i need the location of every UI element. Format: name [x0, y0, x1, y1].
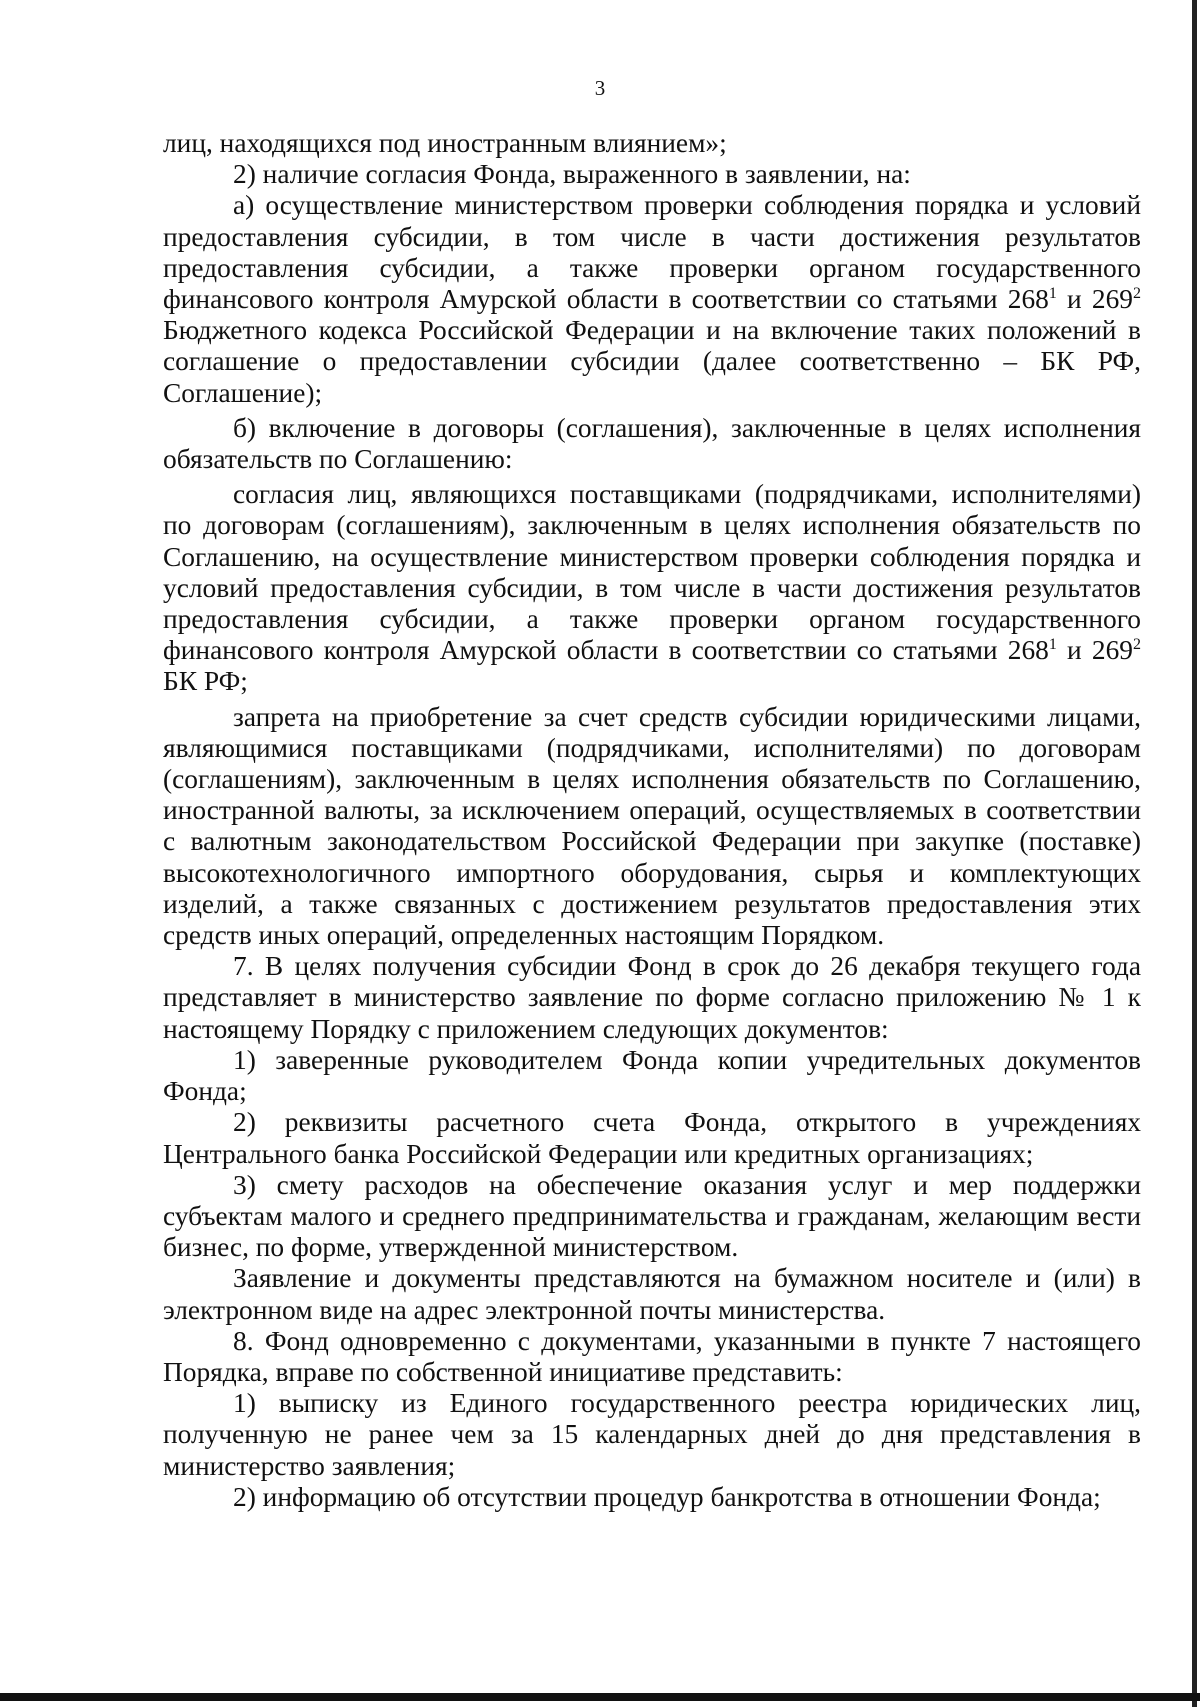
page-number: 3: [594, 76, 606, 100]
paragraph-section-7-item-3: 3) смету расходов на обеспечение оказания услуг и мер поддержки субъектам малого и среднего предпринимательства и гражданам, желающим вести бизнес, по форме, утвержденной министерством.: [163, 1169, 1141, 1263]
paragraph-item-2: 2) наличие согласия Фонда, выраженного в заявлении, на:: [233, 159, 911, 190]
paragraph-submission: Заявление и документы представляются на бумажном носителе и (или) в электронном виде на адрес электронной почты министерства.: [163, 1263, 1141, 1325]
superscript: 1: [1048, 636, 1057, 654]
paragraph-subitem-a-mid: и 269: [1056, 284, 1133, 315]
paragraph-subitem-b: б) включение в договоры (соглашения), заключенные в целях исполнения обязательств по Соглашению:: [163, 412, 1141, 475]
paragraph-section-8: 8. Фонд одновременно с документами, указанными в пункте 7 настоящего Порядка, вправе по собственной инициативе представить:: [163, 1325, 1141, 1387]
paragraph-consent-text: согласия лиц, являющихся поставщиками (подрядчиками, исполнителями) по договорам (соглашениям), заключенным в целях исполнения обязательств по Соглашению, на осуществление министерством проверки соблюдения порядка и условий предоставления субсидии, в том числе в части достижения результатов предоставления субсидии, а также проверки органом государственного финансового контроля Амурской области в соответствии со статьями 268: [163, 479, 1141, 666]
scan-edge-right: [1192, 0, 1197, 1707]
paragraph-subitem-a-text: а) осуществление министерством проверки соблюдения порядка и условий предоставления субсидии, в том числе в части достижения результатов предоставления субсидии, а также проверки органом государственного финансового контроля Амурской области в соответствии со статьями 268: [163, 190, 1141, 315]
paragraph-subitem-a-end: Бюджетного кодекса Российской Федерации и на включение таких положений в соглашение о предоставлении субсидии (далее соответственно – БК РФ, Соглашение);: [163, 315, 1141, 408]
superscript: 1: [1048, 285, 1057, 303]
paragraph-section-8-item-1: 1) выписку из Единого государственного реестра юридических лиц, полученную не ранее чем за 15 календарных дней до дня представления в министерство заявления;: [163, 1388, 1141, 1481]
paragraph-section-7: 7. В целях получения субсидии Фонд в срок до 26 декабря текущего года представляет в министерство заявление по форме согласно приложению № 1 к настоящему Порядку с приложением следующих документов:: [163, 951, 1141, 1044]
paragraph-section-7-item-2: 2) реквизиты расчетного счета Фонда, открытого в учреждениях Центрального банка Российской Федерации или кредитных организациях;: [163, 1107, 1141, 1169]
document-body: [163, 128, 1141, 1513]
scan-edge-bottom: [0, 1693, 1200, 1701]
paragraph-consent-mid: и 269: [1056, 635, 1133, 666]
superscript: 2: [1133, 285, 1141, 303]
paragraph-subitem-a: [163, 190, 1141, 408]
paragraph-section-7-item-1: 1) заверенные руководителем Фонда копии учредительных документов Фонда;: [163, 1044, 1141, 1107]
paragraph-prohibition: запрета на приобретение за счет средств субсидии юридическими лицами, являющимися поставщиками (подрядчиками, исполнителями) по договорам (соглашениям), заключенным в целях исполнения обязательств по Соглашению, иностранной валюты, за исключением операций, осуществляемых в соответствии с валютным законодательством Российской Федерации при закупке (поставке) высокотехнологичного импортного оборудования, сырья и комплектующих изделий, а также связанных с достижением результатов предоставления этих средств иных операций, определенных настоящим Порядком.: [163, 701, 1141, 951]
paragraph-continuation: лиц, находящихся под иностранным влиянием»;: [163, 128, 727, 158]
paragraph-consent-end: БК РФ;: [163, 666, 248, 697]
paragraph-section-8-item-2: 2) информацию об отсутствии процедур банкротства в отношении Фонда;: [233, 1481, 1101, 1512]
paragraph-consent: [163, 479, 1141, 697]
superscript: 2: [1133, 636, 1141, 654]
